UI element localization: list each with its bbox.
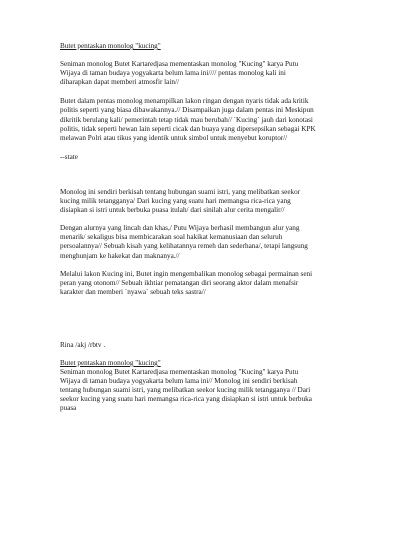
paragraph-byline (60, 341, 350, 350)
paragraph-performance (60, 97, 350, 142)
text-line: menghunjam ke hakekat dan maknanya.// (60, 251, 180, 260)
byline: Rina /akj /rbtv . (60, 340, 106, 349)
text-line: tentang hubungan suami istri, yang melibatkan seekor kucing milik tetangganya // Dari (60, 386, 311, 395)
text-line: kucing milik tetangganya/ Dari kucing yang suatu hari memangsa rica-rica yang (60, 197, 291, 206)
paragraph-story (60, 188, 350, 215)
text-line: peran yang otonom// Sebuah ikhtiar pematangan diri seorang aktor dalam menafsir (60, 278, 299, 287)
text-line: Seniman monolog Butet Kartaredjasa mementaskan monolog "Kucing" karya Putu (60, 60, 299, 69)
text-line: melawan Polri atau tikus yang identik untuk simbol untuk menyebut koruptor// (60, 133, 288, 142)
text-line: seekor kucing yang suatu hari memangsa rica-rica yang disiapkan si istri untuk berbuka (60, 395, 312, 404)
text-line: --state (60, 152, 78, 161)
text-line: dikritik berulang kali/ pemerintah tetap tidak mau berubah// `Kucing` jauh dari konotasi (60, 115, 313, 124)
text-line: puasa (60, 404, 77, 413)
text-line: Dengan alurnya yang lincah dan khas,/ Putu Wijaya berhasil membangun alur yang (60, 224, 300, 233)
paragraph-repeat (60, 368, 350, 413)
paragraph-purpose (60, 270, 350, 297)
text-line: Wijaya di taman budaya yogyakarta belum lama ini// Monolog ini sendiri berkisah (60, 377, 298, 386)
paragraph-intro (60, 60, 350, 87)
text-line: persoalannya// Sebuah kisah yang kelihatannya remeh dan sederhana/, tetapi langsung (60, 242, 308, 251)
text-line: Monolog ini sendiri berkisah tentang hubungan suami istri, yang melibatkan seekor (60, 187, 301, 196)
document-title: Butet pentaskan monolog "kucing" (60, 42, 161, 50)
text-line: Wijaya di taman budaya yogyakarta belum lama ini//// pentas monolog kali ini (60, 69, 286, 78)
text-line: disiapkan si istri untuk berbuka puasa itulah/ dari sinilah alur cerita mengalir// (60, 206, 285, 215)
text-line: Melalui lakon Kucing ini, Butet ingin mengembalikan monolog sebagai permainan seni (60, 269, 313, 278)
paragraph-state-marker (60, 153, 350, 162)
text-line: diharapkan dapat memberi atmosfir lain// (60, 78, 179, 87)
text-line: Butet dalam pentas monolog menampilkan lakon ringan dengan nyaris tidak ada kritik (60, 97, 309, 106)
paragraph-plot (60, 224, 350, 260)
text-line: Seniman monolog Butet Kartaredjasa mementaskan monolog "Kucing" karya Putu (60, 368, 299, 377)
document-page (60, 42, 350, 414)
text-line: politis seperti yang biasa dibawakannya.// Disampaikan juga dalam pentas ini Meskipun (60, 106, 314, 115)
text-line: politis, tidak seperti hewan lain seperti cicak dan buaya yang dipersepsikan sebagai KPK (60, 124, 316, 133)
repeat-title: Butet pentaskan monolog "kucing" (60, 358, 161, 367)
text-line: karakter dan memberi `nyawa` sebuah teks sastra// (60, 287, 206, 296)
text-line: menarik/ sekaligus bisa membicarakan soal hakikat kemanusiaan dan seluruh (60, 233, 283, 242)
